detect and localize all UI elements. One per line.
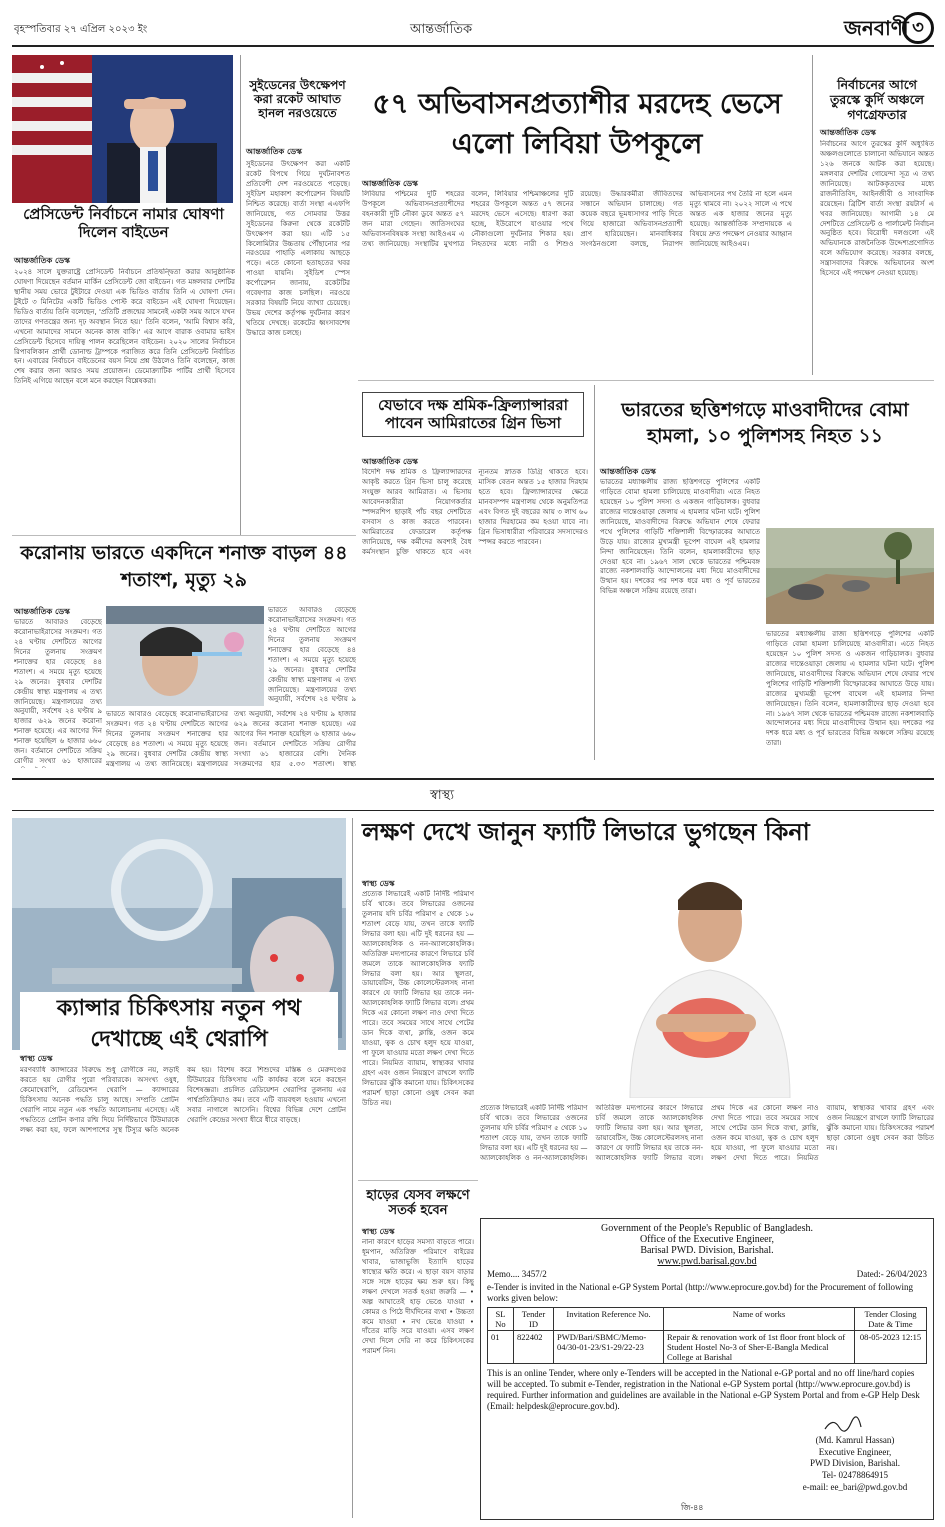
corona-body: ভারতে আবারও বেড়েছে করোনাভাইরাসের সংক্রমণ। গত ২৪ ঘণ্টায় দেশটিতে আগের দিনের তুলনায় সংক্রমণ শনাক্তের হার বেড়েছে ৪৪ শতাংশ। এ সময়ে মৃত্যু হয়েছে ২৯ জনের। বুধবার দেশটির কেন্দ্রীয় স্বাস্থ্য মন্ত্রণালয় এ তথ্য জানিয়েছে। মন্ত্রণালয়ের তথ্য অনুযায়ী, সর্বশেষ ২৪ ঘণ্টায় ৯ হাজার ৬২৯ জনের করোনা শনাক্ত হয়েছে। এর আগের দিন শনাক্ত হয়েছিল ৬ হাজার ৬৬০ জন। বর্তমানে দেশটিতে সক্রিয় রোগীর সংখ্যা ৬১ হাজারের [14,618,102,766]
page-number: ৩ [902,12,934,44]
corona-photo [106,606,264,706]
turkey-byline: আন্তর্জাতিক ডেস্ক [820,128,876,137]
chhattisgarh-byline: আন্তর্জাতিক ডেস্ক [600,467,656,476]
gd-number: জি-৪৪ [681,1503,704,1512]
biden-photo [12,55,233,203]
table-row [488,1330,927,1363]
sweden-body: সুইডেনের উৎক্ষেপণ করা একটি রকেট বিপথে গিয়ে দুর্ঘটনাবশত প্রতিবেশী দেশ নরওয়েতে পড়েছে। সুইডিশ মহাকাশ কর্পোরেশন বিষয়টি নিশ্চিত করেছে। বার্তা সংস্থা এএফপি জানিয়েছে, গত সোমবার উত্তর সুইডেনের কিরুনা থেকে রকেটটি উৎক্ষেপণ করা হয়। এটি ১৫ কিলোমিটার উচ্চতায় পৌঁছানোর পর নরওয়ের পাহাড়ি এলাকায় আছড়ে পড়ে। এতে কোনো হতাহতের খবর পাওয়া যায়নি। সুইডিশ স্পেস কর্পোরেশন জানায়, রকেটটির গবেষণার কাজ চলছিল। নরওয়ে সরকার বিষয়টি নিয়ে ব্যাখ্যা চেয়েছে। উভয় দেশের কর্তৃপক্ষ দুর্ঘটনার কারণ খতিয়ে দেখছে। রকেটের ধ্বংসাবশেষ উদ্ধারে কাজ চলছে। [246,160,350,337]
row-rule [358,1180,478,1181]
col-divider [594,385,595,760]
sweden-byline: আন্তর্জাতিক ডেস্ক [246,147,302,156]
col-divider [352,818,353,1518]
green-visa-body: বিদেশি দক্ষ শ্রমিক ও ফ্রিল্যান্সারদের আকৃষ্ট করতে গ্রিন ভিসা চালু করেছে সংযুক্ত আরব আমিরাত। এ ভিসায় আবেদনকারীরা নিয়োগকর্তার স্পন্সরশিপ ছাড়াই পাঁচ বছর দেশটিতে বসবাস ও কাজ করতে পারবেন। আমিরাতের ফেডারেল কর্তৃপক্ষ জানিয়েছে, দক্ষ কর্মীদের অবশ্যই বৈধ কর্মসংস্থান চুক্তি থাকতে হবে এবং ন্যূনতম স্নাতক ডিগ্রি থাকতে হবে। মাসিক বেতন অন্তত ১৫ হাজার দিরহাম হতে হবে। ফ্রিল্যান্সারদের ক্ষেত্রে মানবসম্পদ মন্ত্রণালয় থেকে অনুমতিপত্র এবং বিগত দুই বছরের আয় ৩ লাখ ৬০ হাজার দিরহামের কম হওয়া যাবে না। গ্রিন ভিসাধারীরা পরিবারের সদস্যদেরও স্পন্সর করতে পারবেন। [362,468,588,556]
turkey-body: নির্বাচনের আগে তুরস্কের কুর্দি অধ্যুষিত অঞ্চলগুলোতে চালানো অভিযানে অন্তত ১২৬ জনকে আটক করা হয়েছে। মঙ্গলবার দেশটির গোয়েন্দা সূত্র এ তথ্য জানিয়েছে। আটককৃতদের মধ্যে রাজনীতিবিদ, আইনজীবী ও সাংবাদিক রয়েছেন। ব্রিটিশ বার্তা সংস্থা রয়টার্স এ খবর জানিয়েছে। আগামী ১৪ মে দেশটিতে প্রেসিডেন্ট ও পার্লামেন্ট নির্বাচন অনুষ্ঠিত হবে। বিরোধী দলগুলো এই অভিযানকে রাজনৈতিক উদ্দেশ্যপ্রণোদিত বলে অভিযোগ করেছে। সরকার বলছে, সন্ত্রাসবাদের বিরুদ্ধে অভিযানের অংশ হিসেবে এই পদক্ষেপ নেওয়া হয়েছে। [820,140,934,278]
row-rule [358,380,934,381]
logo-text: জনবাণী [844,16,909,40]
bone-body: নানা কারণে হাড়ের সমস্যা বাড়তে পারে। ধূমপান, অতিরিক্ত পরিমাণে বাইরের খাবার, ভাজাভুজি ইত্যাদি হাড়ের স্বাস্থ্যের ক্ষতি করে। এ ছাড়া বয়স বাড়ার সঙ্গে সঙ্গে হাড়ের ক্ষয় শুরু হয়। কিছু লক্ষণ দেখলে সতর্ক হওয়া জরুরি — • অল্প আঘাতেই হাড় ভেঙে যাওয়া • কোমর ও পিঠে দীর্ঘদিনের ব্যথা • উচ্চতা কমে যাওয়া • নখ ভেঙে যাওয়া • দাঁতের মাড়ি সরে যাওয়া। এসব লক্ষণ দেখা দিলে দেরি না করে চিকিৎসকের পরামর্শ নিন। [362,1238,474,1356]
chhattisgarh-photo [766,528,934,624]
corona-body-wide: ভারতে আবারও বেড়েছে করোনাভাইরাসের সংক্রমণ। গত ২৪ ঘণ্টায় দেশটিতে আগের দিনের তুলনায় সংক্রমণ শনাক্তের হার বেড়েছে ৪৪ শতাংশ। এ সময়ে মৃত্যু হয়েছে ২৯ জনের। বুধবার দেশটির কেন্দ্রীয় স্বাস্থ্য মন্ত্রণালয় এ তথ্য জানিয়েছে। মন্ত্রণালয়ের তথ্য অনুযায়ী, সর্বশেষ ২৪ ঘণ্টায় ৯ হাজার ৬২৯ জনের করোনা শনাক্ত হয়েছে। এর আগের দিন শনাক্ত হয়েছিল ৬ হাজার ৬৬০ জন। বর্তমানে দেশটিতে সক্রিয় রোগীর সংখ্যা ৬১ হাজারের বেশি। দৈনিক সংক্রমণের হার ৫.৩৩ শতাংশ। স্বাস্থ্য [106,710,356,768]
col-id: Tender ID [514,1307,554,1330]
row-rule [12,535,356,536]
col-divider [812,55,813,375]
col-sl: SL No [488,1307,514,1330]
corona-body-right: ভারতে আবারও বেড়েছে করোনাভাইরাসের সংক্রমণ। গত ২৪ ঘণ্টায় দেশটিতে আগের দিনের তুলনায় সংক্রমণ শনাক্তের হার বেড়েছে ৪৪ শতাংশ। এ সময়ে মৃত্যু হয়েছে ২৯ জনের। বুধবার দেশটির কেন্দ্রীয় স্বাস্থ্য মন্ত্রণালয় এ তথ্য জানিয়েছে। মন্ত্রণালয়ের তথ্য অনুযায়ী, সর্বশেষ ২৪ ঘণ্টায় ৯ [268,606,356,704]
fatty-liver-body: প্রত্যেক লিভারেই একটি নির্দিষ্ট পরিমাণ চর্বি থাকে। তবে লিভারের ওজনের তুলনায় যদি চর্বির পরিমাণ ৫ থেকে ১০ শতাংশ বেড়ে যায়, তখন তাকে ফ্যাটি লিভার বলা হয়। এটি দুই ধরনের হয় — অ্যালকোহলিক ও নন-অ্যালকোহলিক। অতিরিক্ত মদ্যপানের কারণে লিভারে চর্বি জমলে তাকে অ্যালকোহলিক ফ্যাটি লিভার বলা হয়। আর স্থূলতা, ডায়াবেটিস, উচ্চ কোলেস্টেরলসহ নানা কারণে যে ফ্যাটি লিভার হয় তাকে নন-অ্যালকোহলিক ফ্যাটি লিভার বলে। প্রথম দিকে এর কোনো লক্ষণ নাও দেখা দিতে পারে। তবে সময়ের সাথে সাথে পেটের ডান দিকে ব্যথা, ক্লান্তি, ওজন কমে যাওয়া, ত্বক ও চোখ হলুদ হয়ে যাওয়া, পা ফুলে যাওয়ার মতো লক্ষণ দেখা দিতে পারে। নিয়মিত ব্যায়াম, স্বাস্থ্যকর খাবার গ্রহণ এবং ওজন নিয়ন্ত্রণে রাখলে ফ্যাটি লিভারের ঝুঁকি কমানো যায়। চিকিৎসকের পরামর্শ ছাড়া কোনো ওষুধ সেবন করা উচিত নয়। [362,890,474,1107]
libya-body: লিবিয়ার পশ্চিমের দুটি শহরের উপকূলে অভিবাসনপ্রত্যাশীদের বহনকারী দুটি নৌকা ডুবে অন্তত ৫৭ জন মারা গেছেন। জাতিসংঘের অভিবাসনবিষয়ক সংস্থা আইওএম এ তথ্য জানিয়েছে। সংস্থাটির মুখপাত্র বলেন, লিবিয়ার পশ্চিমাঞ্চলের দুটি শহরের উপকূলে অন্তত ৫৭ জনের মরদেহ ভেসে এসেছে। ধারণা করা হচ্ছে, ইউরোপে যাওয়ার পথে নৌকাগুলো দুর্ঘটনার শিকার হয়। নিহতদের মধ্যে নারী ও শিশুও রয়েছে। উদ্ধারকর্মীরা জীবিতদের সন্ধানে অভিযান চালাচ্ছে। গত কয়েক বছরে ভূমধ্যসাগর পাড়ি দিতে গিয়ে হাজারো অভিবাসনপ্রত্যাশী প্রাণ হারিয়েছেন। মানবাধিকার সংগঠনগুলো বলছে, নিরাপদ অভিবাসনের পথ তৈরি না হলে এমন মৃত্যু থামবে না। ২০২২ সালে এ পথে অন্তত এক হাজার জনের মৃত্যু হয়েছে। আন্তর্জাতিক সম্প্রদায়কে এ বিষয়ে দ্রুত পদক্ষেপ নেওয়ার আহ্বান জানিয়েছে আইওএম। [362,190,792,248]
tender-table [487,1307,927,1364]
tender-intro: e-Tender is invited in the National e-GP System Portal (http://www.eprocure.gov.bd) for the Procurement of following works given below: [487,1282,914,1303]
bone-byline: স্বাস্থ্য ডেস্ক [362,1227,395,1236]
col-ref: Invitation Reference No. [554,1307,664,1330]
date-line: বৃহস্পতিবার ২৭ এপ্রিল ২০২৩ ইং [14,24,148,35]
health-section-label: স্বাস্থ্য [430,788,455,803]
cancer-headline: ক্যান্সার চিকিৎসায় নতুন পথ দেখাচ্ছে এই থেরাপি [20,992,338,1058]
libya-headline: ৫৭ অভিবাসনপ্রত্যাশীর মরদেহ ভেসে এলো লিবিয়া উপকূলে [372,87,782,160]
row-ref: PWD/Bari/SBMC/Memo-04/30-01-23/S1-29/22-23 [554,1330,664,1363]
fatty-liver-byline: স্বাস্থ্য ডেস্ক [362,879,395,888]
biden-body: ২০২৪ সালে যুক্তরাষ্ট্রে প্রেসিডেন্ট নির্বাচনে প্রতিদ্বন্দ্বিতা করার আনুষ্ঠানিক ঘোষণা দিয়েছেন বর্তমান মার্কিন প্রেসিডেন্ট জো বাইডেন। গত মঙ্গলবার দেশটির স্থানীয় সময় ভোরে টুইটারে দেওয়া এক ভিডিও বার্তায় তিনি এ ঘোষণা দেন। টুইটে ৩ মিনিটের একটি ভিডিও পোস্ট করে বাইডেন এই ঘোষণা দিয়েছেন। ভিডিও বার্তায় তিনি বলেছেন, 'প্রতিটি প্রজন্মের সামনেই একটা সময় আসে যখন তাদের গণতন্ত্রের জন্য দৃঢ় অবস্থান নিতে হয়।' তিনি বলেন, 'আমি বিশ্বাস করি, এখনো আমাদের সামনে অনেক কাজ বাকি।' এর আগে বারাক ওবামার ভাইস প্রেসিডেন্ট হিসেবে দায়িত্ব পালন করেছিলেন বাইডেন। ২০২০ সালের নির্বাচনে রিপাবলিকান প্রার্থী ডোনাল্ড ট্রাম্পকে পরাজিত করে তিনি প্রেসিডেন্ট নির্বাচিত হন। এবারের নির্বাচনে বাইডেনের বয়স নিয়ে প্রশ্ন উঠলেও তিনি বলেছেন, কাজ শেষ করার জন্য আরও সময় প্রয়োজন। ডেমোক্র্যাটিক পার্টির প্রার্থী হিসেবে তিনিই এগিয়ে আছেন বলে মনে করছেন বিশ্লেষকরা। [14,268,235,386]
logo [844,10,934,50]
tender-gov: Government of the People's Republic of Bangladesh. [600,1223,814,1234]
masthead-rule [12,45,934,47]
tender-office: Office of the Executive Engineer, [639,1234,775,1245]
section-rule [12,810,934,811]
cancer-byline: স্বাস্থ্য ডেস্ক [20,1054,53,1063]
tender-notice [480,1218,934,1520]
tender-website[interactable]: www.pwd.barisal.gov.bd [657,1256,757,1267]
row-sl: 01 [488,1330,514,1363]
signatory-office: PWD Division, Barishal. [810,1458,900,1469]
fatty-liver-photo [480,852,934,1098]
row-id: 822402 [514,1330,554,1363]
col-divider [240,55,241,535]
fatty-liver-body-cols: প্রত্যেক লিভারেই একটি নির্দিষ্ট পরিমাণ চর্বি থাকে। তবে লিভারের ওজনের তুলনায় যদি চর্বির পরিমাণ ৫ থেকে ১০ শতাংশ বেড়ে যায়, তখন তাকে ফ্যাটি লিভার বলা হয়। এটি দুই ধরনের হয় — অ্যালকোহলিক ও নন-অ্যালকোহলিক। অতিরিক্ত মদ্যপানের কারণে লিভারে চর্বি জমলে তাকে অ্যালকোহলিক ফ্যাটি লিভার বলা হয়। আর স্থূলতা, ডায়াবেটিস, উচ্চ কোলেস্টেরলসহ নানা কারণে যে ফ্যাটি লিভার হয় তাকে নন-অ্যালকোহলিক ফ্যাটি লিভার বলে। প্রথম দিকে এর কোনো লক্ষণ নাও দেখা দিতে পারে। তবে সময়ের সাথে সাথে পেটের ডান দিকে ব্যথা, ক্লান্তি, ওজন কমে যাওয়া, ত্বক ও চোখ হলুদ হয়ে যাওয়া, পা ফুলে যাওয়ার মতো লক্ষণ দেখা দিতে পারে। নিয়মিত ব্যায়াম, স্বাস্থ্যকর খাবার গ্রহণ এবং ওজন নিয়ন্ত্রণে রাখলে ফ্যাটি লিভারের ঝুঁকি কমানো যায়। চিকিৎসকের পরামর্শ ছাড়া কোনো ওষুধ সেবন করা উচিত নয়। [480,1104,934,1162]
cancer-body: মরণব্যাধি ক্যান্সারের বিরুদ্ধে শুধু রোগীকে নয়, লড়াই করতে হয় রোগীর পুরো পরিবারকে। অসংখ্য ওষুধ, কেমোথেরাপি, রেডিয়েশন থেরাপি — ক্যান্সারের চিকিৎসায় অনেক পদ্ধতি চালু আছে। সম্প্রতি প্রোটন থেরাপি নামে নতুন এক পদ্ধতি আলোচনায় এসেছে। এই পদ্ধতিতে প্রোটন কণার রশ্মি দিয়ে নির্দিষ্টভাবে টিউমারকে লক্ষ্য করা হয়, ফলে আশপাশের সুস্থ টিস্যুর ক্ষতি অনেক কম হয়। বিশেষ করে শিশুদের মস্তিষ্ক ও মেরুদণ্ডের টিউমারের চিকিৎসায় এটি কার্যকর বলে মনে করছেন বিশেষজ্ঞরা। প্রচলিত রেডিয়েশন থেরাপির তুলনায় এর পার্শ্বপ্রতিক্রিয়াও কম। তবে এটি ব্যয়বহুল হওয়ায় এখনো সবার নাগালে আসেনি। বিশ্বের বিভিন্ন দেশে প্রোটন থেরাপি কেন্দ্রের সংখ্যা ধীরে ধীরে বাড়ছে। [20,1066,346,1134]
signatory-email[interactable]: e-mail: ee_bari@pwd.gov.bd [802,1481,908,1492]
signatory-name: (Md. Kamrul Hassan) [815,1435,895,1445]
section-rule [12,778,934,780]
libya-byline: আন্তর্জাতিক ডেস্ক [362,179,418,188]
biden-headline: প্রেসিডেন্ট নির্বাচনে নামার ঘোষণা দিলেন বাইডেন [23,205,224,241]
tender-dated: Dated:- 26/04/2023 [856,1269,927,1279]
section-label: আন্তর্জাতিক [410,22,473,37]
chhattisgarh-headline: ভারতের ছত্তিশগড়ে মাওবাদীদের বোমা হামলা, ১০ পুলিশসহ নিহত ১১ [621,399,909,447]
green-visa-byline: আন্তর্জাতিক ডেস্ক [362,457,418,466]
col-work: Name of works [664,1307,855,1330]
biden-byline: আন্তর্জাতিক ডেস্ক [14,256,70,265]
signatory-title: Executive Engineer, [818,1446,892,1457]
tender-memo: Memo.... 3457/2 [487,1269,547,1279]
turkey-headline: নির্বাচনের আগে তুরস্কে কুর্দি অঞ্চলে গণগ্রেফতার [830,77,924,122]
green-visa-headline: যেভাবে দক্ষ শ্রমিক-ফ্রিল্যান্সাররা পাবেন আমিরাতের গ্রিন ভিসা [362,392,584,437]
fatty-liver-headline: লক্ষণ দেখে জানুন ফ্যাটি লিভারে ভুগছেন কিনা [362,818,810,846]
chhattisgarh-body: ভারতের মধ্যাঞ্চলীয় রাজ্য ছত্তিশগড়ে পুলিশের একটি গাড়িতে বোমা হামলা চালিয়েছে মাওবাদীরা। এতে নিহত হয়েছেন ১০ পুলিশ সদস্য ও একজন গাড়িচালক। বুধবার রাজ্যের দান্তেওয়াড়া জেলায় এ হামলার ঘটনা ঘটে। পুলিশ জানিয়েছে, মাওবাদীদের বিরুদ্ধে অভিযান শেষে ফেরার পথে পুলিশের গাড়িটি শক্তিশালী বিস্ফোরকের আঘাতে উড়ে যায়। রাজ্যের মুখ্যমন্ত্রী ভূপেশ বাঘেল এই হামলার নিন্দা জানিয়েছেন। তিনি বলেন, হামলাকারীদের ছাড় দেওয়া হবে না। ১৯৬৭ সাল থেকে ভারতের পশ্চিমবঙ্গ রাজ্যে নকশালবাড়ি আন্দোলনের মধ্য দিয়ে মাওবাদীদের উত্থান হয়। দশকের পর দশক ধরে মধ্য ও পূর্ব ভারতের বিভিন্ন অঞ্চলে সক্রিয় রয়েছে তারা। [600,478,760,596]
chhattisgarh-body-cont: ভারতের মধ্যাঞ্চলীয় রাজ্য ছত্তিশগড়ে পুলিশের একটি গাড়িতে বোমা হামলা চালিয়েছে মাওবাদীরা। এতে নিহত হয়েছেন ১০ পুলিশ সদস্য ও একজন গাড়িচালক। বুধবার রাজ্যের দান্তেওয়াড়া জেলায় এ হামলার ঘটনা ঘটে। পুলিশ জানিয়েছে, মাওবাদীদের বিরুদ্ধে অভিযান শেষে ফেরার পথে পুলিশের গাড়িটি শক্তিশালী বিস্ফোরকের আঘাতে উড়ে যায়। রাজ্যের মুখ্যমন্ত্রী ভূপেশ বাঘেল এই হামলার নিন্দা জানিয়েছেন। তিনি বলেন, হামলাকারীদের ছাড় দেওয়া হবে না। ১৯৬৭ সাল থেকে ভারতের পশ্চিমবঙ্গ রাজ্যে নকশালবাড়ি আন্দোলনের মধ্য দিয়ে মাওবাদীদের উত্থান হয়। দশকের পর দশক ধরে মধ্য ও পূর্ব ভারতের বিভিন্ন অঞ্চলে সক্রিয় রয়েছে তারা। [766,630,934,748]
col-closing: Tender Closing Date & Time [855,1307,927,1330]
tender-note: This is an online Tender, where only e-Tenders will be accepted in the National e-GP portal and no off line/hard copies will be accepted. To submit e-Tender, registration in the National e-GP System portal (http://www.eprocure.gov.bd) is required. Further information and guidelines are available in the National e-GP System Portal and from e-GP Help Desk (Email: helpdesk@eprocure.gov.bd). [487,1367,920,1411]
tender-division: Barisal PWD. Division, Barishal. [640,1245,774,1256]
bone-headline: হাড়ের যেসব লক্ষণে সতর্ক হবেন [366,1188,470,1219]
row-closing: 08-05-2023 12:15 [855,1330,927,1363]
corona-headline: করোনায় ভারতে একদিনে শনাক্ত বাড়ল ৪৪ শতাংশ, মৃত্যু ২৯ [20,542,348,591]
signatory-tel: Tel- 02478864915 [821,1470,889,1481]
row-work: Repair & renovation work of 1st floor front block of Student Hostel No-3 of Sher-E-Bangla Medical College at Barishal [664,1330,855,1363]
sweden-headline: সুইডেনের উৎক্ষেপণ করা রকেট আঘাত হানল নরওয়েতে [249,78,346,121]
corona-byline: আন্তর্জাতিক ডেস্ক [14,607,70,616]
